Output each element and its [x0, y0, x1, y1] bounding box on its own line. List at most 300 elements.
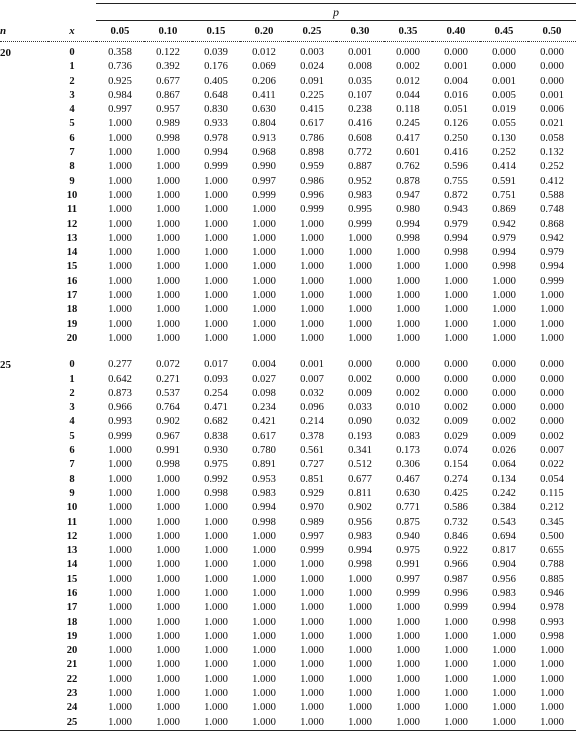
- probability-cell: 1.000: [156, 530, 180, 542]
- probability-cell: 0.989: [156, 118, 180, 130]
- probability-cell: 0.512: [348, 459, 372, 471]
- probability-cell: 1.000: [252, 702, 276, 714]
- probability-cell: 0.994: [252, 502, 276, 514]
- probability-cell: 1.000: [204, 630, 228, 642]
- probability-cell: 1.000: [348, 573, 372, 585]
- table-row: [0, 473, 576, 487]
- probability-cell: 1.000: [348, 616, 372, 628]
- x-value: 5: [69, 118, 75, 130]
- table-row: [0, 303, 576, 317]
- probability-cell: 0.002: [492, 416, 516, 428]
- probability-cell: 0.072: [156, 359, 180, 371]
- probability-cell: 0.107: [348, 89, 372, 101]
- probability-cell: 0.064: [492, 459, 516, 471]
- probability-cell: 1.000: [204, 318, 228, 330]
- x-value: 0: [69, 359, 75, 371]
- probability-cell: 1.000: [204, 616, 228, 628]
- probability-cell: 1.000: [204, 290, 228, 302]
- probability-cell: 0.786: [300, 132, 324, 144]
- probability-cell: 0.992: [204, 473, 228, 485]
- probability-cell: 1.000: [444, 318, 468, 330]
- probability-cell: 1.000: [540, 318, 564, 330]
- x-value: 18: [66, 616, 78, 628]
- probability-cell: 0.677: [348, 473, 372, 485]
- probability-cell: 0.277: [108, 359, 132, 371]
- n-blank: [0, 444, 48, 458]
- probability-cell: 0.016: [444, 89, 468, 101]
- probability-cell: 0.875: [396, 516, 420, 528]
- probability-cell: 0.942: [540, 232, 564, 244]
- probability-cell: 0.000: [348, 359, 372, 371]
- probability-cell: 0.000: [540, 359, 564, 371]
- probability-cell: 1.000: [156, 602, 180, 614]
- table-row: [0, 203, 576, 217]
- probability-cell: 0.998: [492, 616, 516, 628]
- probability-cell: 1.000: [288, 716, 336, 731]
- probability-cell: 1.000: [108, 118, 132, 130]
- probability-cell: 1.000: [348, 587, 372, 599]
- probability-cell: 1.000: [156, 232, 180, 244]
- p-value-header: 0.45: [480, 21, 528, 42]
- probability-cell: 0.271: [156, 373, 180, 385]
- n-blank: [0, 89, 48, 103]
- probability-cell: 0.975: [396, 545, 420, 557]
- probability-cell: 0.978: [540, 602, 564, 614]
- n-blank: [0, 189, 48, 203]
- table-row: [0, 501, 576, 515]
- probability-cell: 1.000: [108, 587, 132, 599]
- probability-cell: 1.000: [156, 502, 180, 514]
- probability-cell: 0.412: [540, 175, 564, 187]
- x-value: 8: [69, 161, 75, 173]
- probability-cell: 1.000: [108, 630, 132, 642]
- probability-cell: 1.000: [108, 702, 132, 714]
- table-row: [0, 103, 576, 117]
- probability-cell: 0.913: [252, 132, 276, 144]
- n-blank: [0, 218, 48, 232]
- probability-cell: 0.998: [156, 459, 180, 471]
- probability-cell: 1.000: [396, 616, 420, 628]
- probability-cell: 0.975: [204, 459, 228, 471]
- x-value: 24: [66, 702, 78, 714]
- probability-cell: 0.648: [204, 89, 228, 101]
- x-value: 12: [66, 530, 78, 542]
- probability-cell: 0.009: [444, 416, 468, 428]
- probability-cell: 1.000: [348, 630, 372, 642]
- probability-cell: 1.000: [156, 659, 180, 671]
- probability-cell: 0.817: [492, 545, 516, 557]
- probability-cell: 1.000: [156, 688, 180, 700]
- probability-cell: 1.000: [348, 318, 372, 330]
- probability-cell: 1.000: [348, 247, 372, 259]
- probability-cell: 0.956: [492, 573, 516, 585]
- probability-cell: 0.970: [300, 502, 324, 514]
- probability-cell: 0.967: [156, 430, 180, 442]
- probability-cell: 1.000: [156, 645, 180, 657]
- probability-cell: 0.869: [492, 204, 516, 216]
- probability-cell: 0.000: [540, 416, 564, 428]
- probability-cell: 1.000: [348, 659, 372, 671]
- n-blank: [0, 132, 48, 146]
- probability-cell: 1.000: [156, 147, 180, 159]
- probability-cell: 0.345: [540, 516, 564, 528]
- probability-cell: 1.000: [540, 659, 564, 671]
- probability-cell: 1.000: [252, 232, 276, 244]
- probability-cell: 1.000: [396, 318, 420, 330]
- n-blank: [0, 415, 48, 429]
- probability-cell: 1.000: [480, 716, 528, 731]
- probability-cell: 0.416: [444, 147, 468, 159]
- probability-cell: 1.000: [252, 659, 276, 671]
- probability-cell: 0.878: [396, 175, 420, 187]
- probability-cell: 0.772: [348, 147, 372, 159]
- probability-cell: 0.929: [300, 487, 324, 499]
- probability-cell: 1.000: [300, 645, 324, 657]
- probability-cell: 0.993: [108, 416, 132, 428]
- probability-cell: 0.001: [444, 61, 468, 73]
- probability-cell: 1.000: [348, 232, 372, 244]
- probability-cell: 1.000: [204, 218, 228, 230]
- probability-cell: 0.035: [348, 75, 372, 87]
- probability-cell: 0.999: [348, 218, 372, 230]
- probability-cell: 0.959: [300, 161, 324, 173]
- probability-cell: 0.762: [396, 161, 420, 173]
- probability-cell: 1.000: [444, 688, 468, 700]
- x-value: 1: [69, 373, 75, 385]
- probability-cell: 0.902: [348, 502, 372, 514]
- probability-cell: 1.000: [108, 247, 132, 259]
- probability-cell: 0.032: [396, 416, 420, 428]
- probability-cell: 1.000: [204, 332, 228, 344]
- probability-cell: 0.002: [348, 373, 372, 385]
- p-header-row: [0, 4, 576, 21]
- probability-cell: 1.000: [396, 275, 420, 287]
- probability-cell: 1.000: [444, 616, 468, 628]
- x-value: 2: [69, 387, 75, 399]
- probability-cell: 0.994: [348, 545, 372, 557]
- table-row: [0, 146, 576, 160]
- probability-cell: 0.252: [540, 161, 564, 173]
- probability-cell: 0.005: [492, 89, 516, 101]
- probability-cell: 0.930: [204, 445, 228, 457]
- probability-cell: 0.748: [540, 204, 564, 216]
- probability-cell: 1.000: [432, 716, 480, 731]
- probability-cell: 0.058: [540, 132, 564, 144]
- probability-cell: 1.000: [204, 587, 228, 599]
- probability-cell: 0.998: [540, 630, 564, 642]
- probability-cell: 0.998: [492, 261, 516, 273]
- probability-cell: 0.591: [492, 175, 516, 187]
- probability-cell: 1.000: [252, 218, 276, 230]
- table-row: [0, 516, 576, 530]
- probability-cell: 1.000: [204, 204, 228, 216]
- probability-cell: 0.083: [396, 430, 420, 442]
- n-blank: [0, 60, 48, 74]
- probability-cell: 0.000: [492, 47, 516, 58]
- probability-cell: 0.630: [252, 104, 276, 116]
- probability-cell: 1.000: [300, 616, 324, 628]
- probability-cell: 0.000: [540, 75, 564, 87]
- probability-cell: 1.000: [492, 630, 516, 642]
- probability-cell: 0.004: [252, 359, 276, 371]
- table-row: [0, 373, 576, 387]
- probability-cell: 1.000: [396, 645, 420, 657]
- n-blank: [0, 530, 48, 544]
- n-blank: [0, 473, 48, 487]
- probability-cell: 1.000: [156, 204, 180, 216]
- probability-cell: 0.001: [300, 359, 324, 371]
- probability-cell: 0.991: [396, 559, 420, 571]
- probability-cell: 0.091: [300, 75, 324, 87]
- probability-cell: 1.000: [252, 530, 276, 542]
- probability-cell: 0.561: [300, 445, 324, 457]
- x-value: 17: [66, 290, 78, 302]
- probability-cell: 1.000: [396, 688, 420, 700]
- probability-cell: 1.000: [156, 318, 180, 330]
- probability-cell: 1.000: [300, 587, 324, 599]
- n-blank: [0, 146, 48, 160]
- probability-cell: 0.000: [540, 61, 564, 73]
- probability-cell: 0.736: [108, 61, 132, 73]
- probability-cell: 1.000: [108, 530, 132, 542]
- n-blank: [0, 544, 48, 558]
- probability-cell: 0.601: [396, 147, 420, 159]
- probability-cell: 1.000: [156, 161, 180, 173]
- probability-cell: 0.242: [492, 487, 516, 499]
- probability-cell: 0.206: [252, 75, 276, 87]
- probability-cell: 0.999: [540, 275, 564, 287]
- probability-cell: 1.000: [252, 290, 276, 302]
- p-value-header: 0.30: [336, 21, 384, 42]
- x-value: 7: [69, 459, 75, 471]
- probability-cell: 1.000: [444, 275, 468, 287]
- probability-cell: 1.000: [204, 702, 228, 714]
- probability-cell: 0.989: [300, 516, 324, 528]
- probability-cell: 1.000: [108, 545, 132, 557]
- table-row: [0, 444, 576, 458]
- probability-cell: 1.000: [108, 275, 132, 287]
- probability-cell: 0.838: [204, 430, 228, 442]
- n-blank: [0, 658, 48, 672]
- probability-cell: 0.898: [300, 147, 324, 159]
- n-blank: [0, 487, 48, 501]
- probability-cell: 0.007: [300, 373, 324, 385]
- probability-cell: 1.000: [204, 545, 228, 557]
- probability-cell: 1.000: [444, 304, 468, 316]
- probability-cell: 0.001: [540, 89, 564, 101]
- probability-cell: 1.000: [156, 559, 180, 571]
- probability-cell: 1.000: [300, 630, 324, 642]
- table-row: [0, 387, 576, 401]
- table-row: [0, 616, 576, 630]
- probability-cell: 1.000: [108, 516, 132, 528]
- probability-cell: 1.000: [108, 332, 132, 344]
- column-header-row: [0, 21, 576, 42]
- probability-cell: 0.000: [492, 402, 516, 414]
- probability-cell: 0.029: [444, 430, 468, 442]
- n-blank: [0, 573, 48, 587]
- probability-cell: 1.000: [300, 702, 324, 714]
- probability-cell: 0.358: [108, 47, 132, 58]
- probability-cell: 1.000: [156, 247, 180, 259]
- probability-cell: 0.001: [492, 75, 516, 87]
- probability-cell: 1.000: [108, 147, 132, 159]
- probability-cell: 0.999: [396, 587, 420, 599]
- probability-cell: 1.000: [252, 318, 276, 330]
- probability-cell: 0.966: [108, 402, 132, 414]
- p-value-header: 0.25: [288, 21, 336, 42]
- probability-cell: 0.998: [444, 247, 468, 259]
- x-value: 3: [69, 89, 75, 101]
- probability-cell: 1.000: [300, 218, 324, 230]
- probability-cell: 1.000: [396, 659, 420, 671]
- probability-cell: 1.000: [156, 545, 180, 557]
- probability-cell: 1.000: [108, 204, 132, 216]
- probability-cell: 0.000: [540, 387, 564, 399]
- probability-cell: 1.000: [204, 673, 228, 685]
- probability-cell: 1.000: [396, 290, 420, 302]
- probability-cell: 1.000: [252, 559, 276, 571]
- probability-cell: 0.891: [252, 459, 276, 471]
- probability-cell: 1.000: [540, 645, 564, 657]
- probability-cell: 0.411: [252, 89, 276, 101]
- table-row: [0, 318, 576, 332]
- probability-cell: 1.000: [156, 587, 180, 599]
- probability-cell: 1.000: [540, 688, 564, 700]
- probability-cell: 0.274: [444, 473, 468, 485]
- probability-cell: 0.252: [492, 147, 516, 159]
- header-blank: [0, 4, 96, 21]
- n-blank: [0, 203, 48, 217]
- probability-cell: 0.588: [540, 189, 564, 201]
- probability-cell: 1.000: [108, 573, 132, 585]
- probability-cell: 0.996: [300, 189, 324, 201]
- n-blank: [0, 160, 48, 174]
- block-separator: [0, 346, 576, 354]
- probability-cell: 0.130: [492, 132, 516, 144]
- probability-cell: 0.417: [396, 132, 420, 144]
- probability-cell: 1.000: [492, 673, 516, 685]
- probability-cell: 0.780: [252, 445, 276, 457]
- x-value: 16: [66, 587, 78, 599]
- probability-cell: 0.039: [204, 47, 228, 58]
- table-row: [0, 601, 576, 615]
- x-value: 16: [66, 275, 78, 287]
- probability-cell: 0.642: [108, 373, 132, 385]
- probability-cell: 0.115: [540, 487, 564, 499]
- probability-cell: 1.000: [204, 189, 228, 201]
- probability-cell: 1.000: [108, 290, 132, 302]
- probability-cell: 1.000: [108, 318, 132, 330]
- probability-cell: 0.118: [396, 104, 420, 116]
- probability-cell: 0.026: [492, 445, 516, 457]
- probability-cell: 1.000: [300, 673, 324, 685]
- probability-cell: 0.537: [156, 387, 180, 399]
- table-row: [0, 644, 576, 658]
- n-blank: [0, 687, 48, 701]
- probability-cell: 0.608: [348, 132, 372, 144]
- probability-cell: 0.002: [396, 387, 420, 399]
- probability-cell: 1.000: [252, 247, 276, 259]
- probability-cell: 0.000: [492, 373, 516, 385]
- n-blank: [0, 516, 48, 530]
- probability-cell: 0.751: [492, 189, 516, 201]
- probability-cell: 1.000: [204, 304, 228, 316]
- probability-cell: 1.000: [108, 232, 132, 244]
- probability-cell: 1.000: [348, 304, 372, 316]
- table-row: [0, 558, 576, 572]
- probability-cell: 0.996: [444, 587, 468, 599]
- probability-cell: 0.983: [492, 587, 516, 599]
- probability-cell: 0.957: [156, 104, 180, 116]
- probability-cell: 1.000: [156, 630, 180, 642]
- probability-cell: 1.000: [492, 645, 516, 657]
- probability-cell: 1.000: [348, 275, 372, 287]
- probability-cell: 0.887: [348, 161, 372, 173]
- probability-cell: 0.093: [204, 373, 228, 385]
- x-value: 14: [66, 559, 78, 571]
- table-row: [0, 60, 576, 74]
- n-blank: [0, 644, 48, 658]
- table-row: [0, 687, 576, 701]
- x-value: 2: [69, 75, 75, 87]
- probability-cell: 1.000: [252, 602, 276, 614]
- n-blank: [0, 387, 48, 401]
- n-blank: [0, 318, 48, 332]
- probability-cell: 1.000: [252, 688, 276, 700]
- probability-cell: 0.994: [396, 218, 420, 230]
- probability-cell: 0.234: [252, 402, 276, 414]
- probability-cell: 1.000: [348, 688, 372, 700]
- probability-cell: 0.997: [252, 175, 276, 187]
- probability-cell: 1.000: [252, 587, 276, 599]
- x-value: 15: [66, 261, 78, 273]
- probability-cell: 0.617: [300, 118, 324, 130]
- probability-cell: 0.978: [204, 132, 228, 144]
- probability-cell: 1.000: [444, 673, 468, 685]
- probability-cell: 1.000: [204, 502, 228, 514]
- probability-cell: 0.543: [492, 516, 516, 528]
- probability-cell: 1.000: [108, 673, 132, 685]
- probability-cell: 1.000: [492, 332, 516, 344]
- probability-cell: 1.000: [156, 175, 180, 187]
- x-value: 1: [69, 61, 75, 73]
- p-value-header: 0.15: [192, 21, 240, 42]
- probability-cell: 1.000: [204, 516, 228, 528]
- probability-cell: 1.000: [156, 487, 180, 499]
- x-value: 6: [69, 132, 75, 144]
- probability-cell: 0.942: [492, 218, 516, 230]
- probability-cell: 1.000: [156, 573, 180, 585]
- probability-cell: 1.000: [204, 530, 228, 542]
- x-value: 4: [69, 104, 75, 116]
- probability-cell: 0.979: [492, 232, 516, 244]
- table-row: [0, 701, 576, 715]
- probability-cell: 1.000: [204, 559, 228, 571]
- x-value: 19: [66, 630, 78, 642]
- probability-cell: 0.999: [252, 189, 276, 201]
- probability-cell: 0.980: [396, 204, 420, 216]
- probability-cell: 0.851: [300, 473, 324, 485]
- table-row: [0, 458, 576, 472]
- n-blank: [0, 587, 48, 601]
- probability-cell: 0.999: [204, 161, 228, 173]
- probability-cell: 1.000: [108, 459, 132, 471]
- probability-cell: 1.000: [204, 688, 228, 700]
- probability-cell: 1.000: [96, 716, 144, 731]
- probability-cell: 1.000: [108, 559, 132, 571]
- n-blank: [0, 630, 48, 644]
